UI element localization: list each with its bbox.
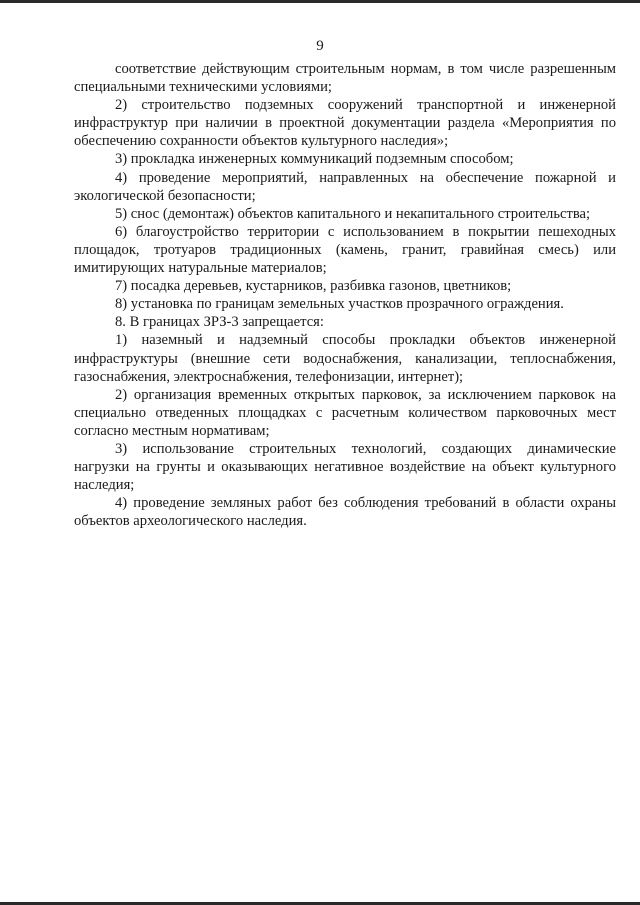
list-item-7: 7) посадка деревьев, кустарников, разбивка газонов, цветников; <box>115 278 512 295</box>
page-number: 9 <box>316 38 324 54</box>
paragraph-continuation: соответствие действующим строительным нормам, в том числе разрешенным специальными техническими условиями; <box>74 61 616 96</box>
list-item-5: 5) снос (демонтаж) объектов капитального и некапитального строительства; <box>115 205 591 222</box>
prohibition-item-3: 3) использование строительных технологий, создающих динамические нагрузки на грунты и оказывающих негативное воздействие на объект культурного наследия; <box>74 440 616 494</box>
list-item-8: 8) установка по границам земельных участков прозрачного ограждения. <box>115 296 564 313</box>
list-item-6: 6) благоустройство территории с использованием в покрытии пешеходных площадок, тротуаров традиционных (камень, гранит, гравийная смесь) или имитирующих натуральные материалов; <box>74 223 616 277</box>
list-item-3: 3) прокладка инженерных коммуникаций подземным способом; <box>115 151 514 168</box>
list-item-2: 2) строительство подземных сооружений транспортной и инженерной инфраструктур при наличии в проектной документации раздела «Мероприятия по обеспечению сохранности объектов культурного наследия»; <box>74 97 616 150</box>
document-body <box>74 60 616 530</box>
scan-edge-top <box>0 0 640 3</box>
prohibition-item-4: 4) проведение земляных работ без соблюдения требований в области охраны объектов археологического наследия. <box>74 495 616 530</box>
list-item-4: 4) проведение мероприятий, направленных на обеспечение пожарной и экологической безопасности; <box>74 169 616 204</box>
prohibition-item-1: 1) наземный и надземный способы прокладки объектов инженерной инфраструктуры (внешние сети водоснабжения, канализации, теплоснабжения, газоснабжения, электроснабжения, телефонизации, интернет); <box>74 332 616 385</box>
prohibition-item-2: 2) организация временных открытых парковок, за исключением парковок на специально отведенных площадках с расчетным количеством парковочных мест согласно местным нормативам; <box>74 386 616 439</box>
section-heading-8: 8. В границах ЗРЗ-3 запрещается: <box>115 314 324 331</box>
